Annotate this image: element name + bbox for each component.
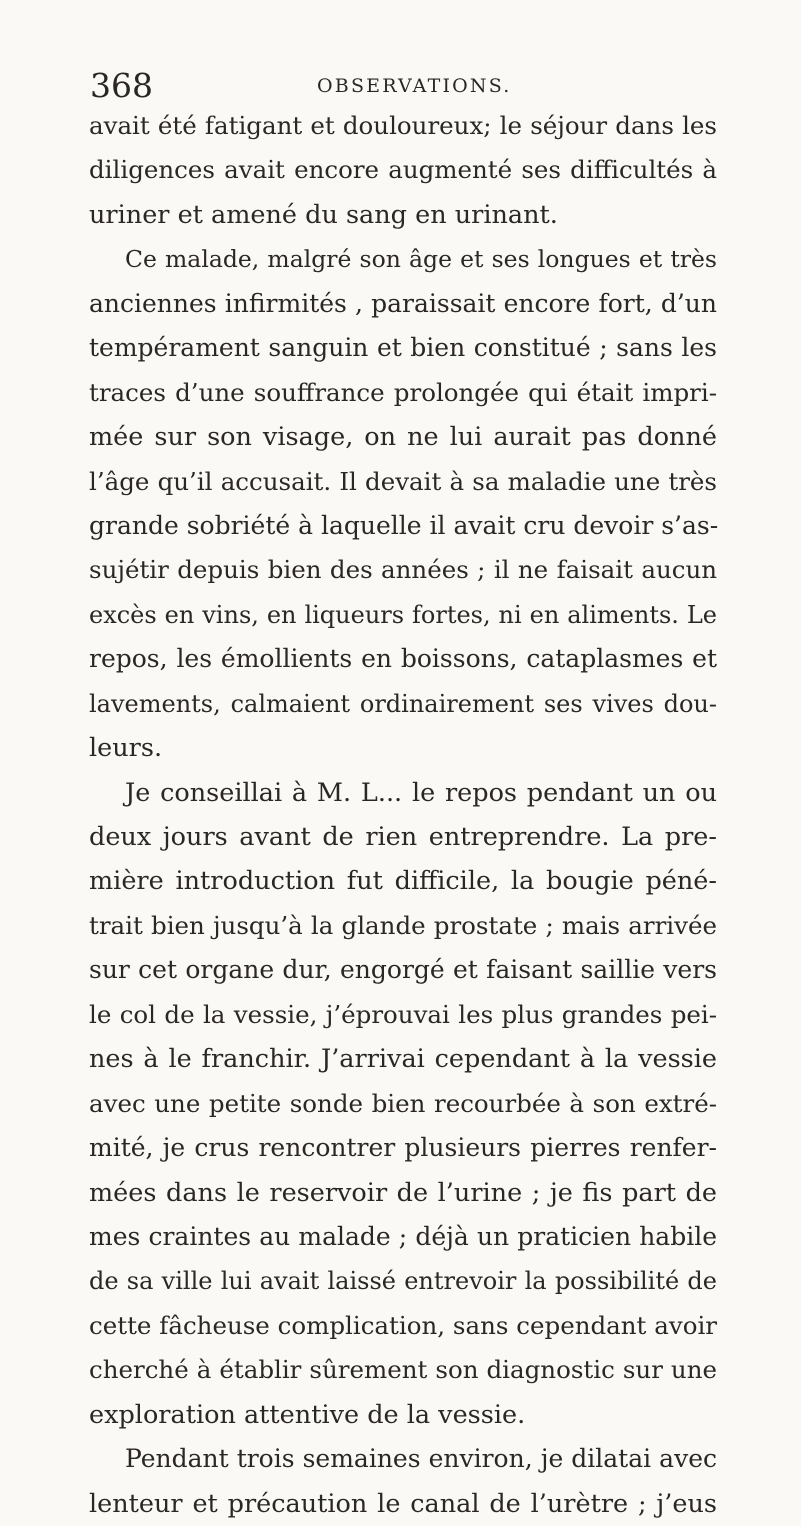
text-line: sujétir depuis bien des années ; il ne faisait aucun xyxy=(89,555,717,585)
text-line: repos, les émollients en boissons, cataplasmes et xyxy=(89,644,717,674)
text-line: cette fâcheuse complication, sans cependant avoir xyxy=(89,1310,717,1340)
text-line: sur cet organe dur, engorgé et faisant saillie vers xyxy=(89,955,717,985)
text-line: mière introduction fut difficile, la bougie péné- xyxy=(89,866,717,897)
text-line: diligences avait encore augmenté ses difficultés à xyxy=(89,155,717,185)
text-line: mes craintes au malade ; déjà un praticien habile xyxy=(89,1221,717,1251)
text-line: Pendant trois semaines environ, je dilatai avec xyxy=(125,1444,717,1474)
text-line: traces d’une souffrance prolongée qui était impri- xyxy=(89,377,717,407)
text-line: deux jours avant de rien entreprendre. La pre- xyxy=(89,822,717,852)
text-line: l’âge qu’il accusait. Il devait à sa maladie une très xyxy=(89,466,717,496)
text-line: exploration attentive de la vessie. xyxy=(89,1399,526,1430)
text-line: le col de la vessie, j’éprouvai les plus grandes pei- xyxy=(89,999,717,1029)
text-line: lenteur et précaution le canal de l’urètre ; j’eus xyxy=(89,1488,717,1519)
text-line: grande sobriété à laquelle il avait cru devoir s’as- xyxy=(89,510,719,540)
text-line: avec une petite sonde bien recourbée à son extré- xyxy=(89,1088,717,1118)
text-line: mée sur son visage, on ne lui aurait pas donné xyxy=(89,422,717,453)
page-number: 368 xyxy=(90,66,153,105)
text-line: avait été fatigant et douloureux; le séjour dans les xyxy=(89,111,717,140)
text-line: lavements, calmaient ordinairement ses vives dou- xyxy=(89,689,717,718)
text-line: nes à le franchir. J’arrivai cependant à la vessie xyxy=(89,1044,717,1075)
body-text xyxy=(89,104,717,1526)
text-line: cherché à établir sûrement son diagnostic sur une xyxy=(89,1355,717,1385)
text-line: tempérament sanguin et bien constitué ; sans les xyxy=(89,333,717,363)
text-line: anciennes infirmités , paraissait encore fort, d’un xyxy=(89,288,717,318)
text-line: trait bien jusqu’à la glande prostate ; mais arrivée xyxy=(89,910,717,940)
text-line: de sa ville lui avait laissé entrevoir la possibilité de xyxy=(89,1267,717,1296)
running-head: OBSERVATIONS. xyxy=(317,75,512,97)
text-line: leurs. xyxy=(89,733,163,764)
text-line: mité, je crus rencontrer plusieurs pierres renfer- xyxy=(89,1133,717,1163)
text-line: excès en vins, en liqueurs fortes, ni en aliments. Le xyxy=(89,600,717,629)
text-line: mées dans le reservoir de l’urine ; je fis part de xyxy=(89,1177,717,1208)
page-header xyxy=(90,66,710,106)
text-line: Ce malade, malgré son âge et ses longues et très xyxy=(125,245,717,274)
text-line: uriner et amené du sang en urinant. xyxy=(89,199,558,230)
text-line: Je conseillai à M. L... le repos pendant un ou xyxy=(125,777,717,808)
